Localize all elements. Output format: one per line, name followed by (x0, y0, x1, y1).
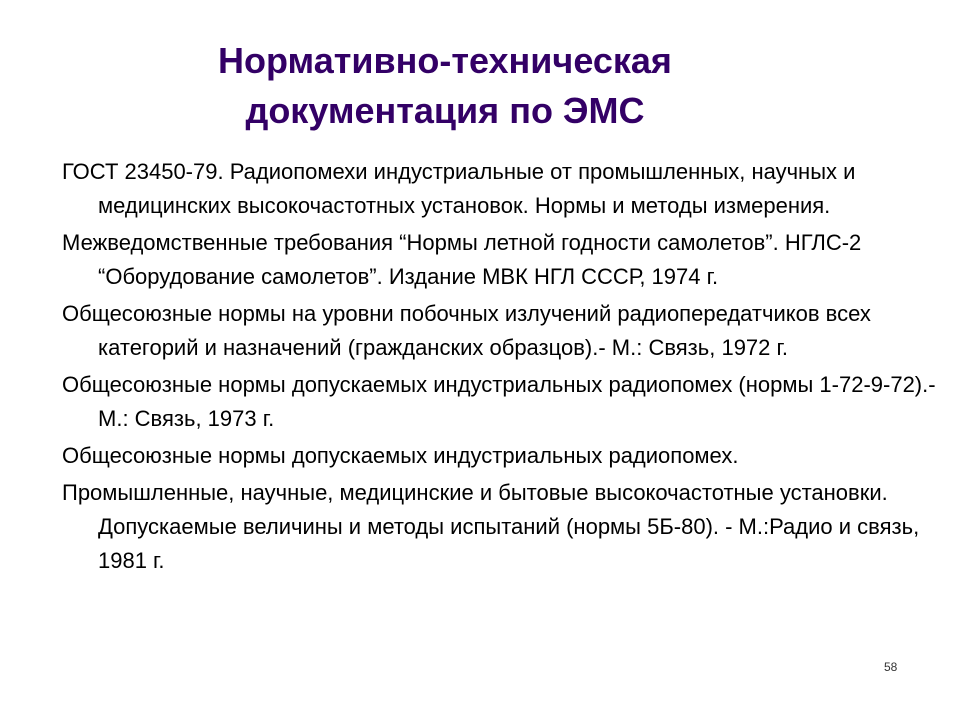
title-line-2: документация по ЭМС (245, 90, 645, 131)
list-item: Общесоюзные нормы допускаемых индустриальных радиопомех (нормы 1-72-9-72).- М.: Связь, 1973 г. (62, 372, 936, 431)
list-item: Общесоюзные нормы допускаемых индустриальных радиопомех. (62, 443, 739, 468)
document-list (62, 155, 942, 581)
page-number: 58 (884, 660, 898, 674)
list-item: Промышленные, научные, медицинские и бытовые высокочастотные установки. Допускаемые величины и методы испытаний (нормы 5Б-80). - М.:Радио и связь, 1981 г. (62, 480, 920, 573)
list-item: Межведомственные требования “Нормы летной годности самолетов”. НГЛС-2 “Оборудование самолетов”. Издание МВК НГЛ СССР, 1974 г. (62, 230, 862, 289)
list-item: Общесоюзные нормы на уровни побочных излучений радиопередатчиков всех категорий и назначений (гражданских образцов).- М.: Связь, 1972 г. (62, 301, 871, 360)
slide-title (100, 36, 790, 136)
title-line-1: Нормативно-техническая (218, 40, 672, 81)
list-item: ГОСТ 23450-79. Радиопомехи индустриальные от промышленных, научных и медицинских высокочастотных установок. Нормы и методы измерения. (62, 159, 856, 218)
